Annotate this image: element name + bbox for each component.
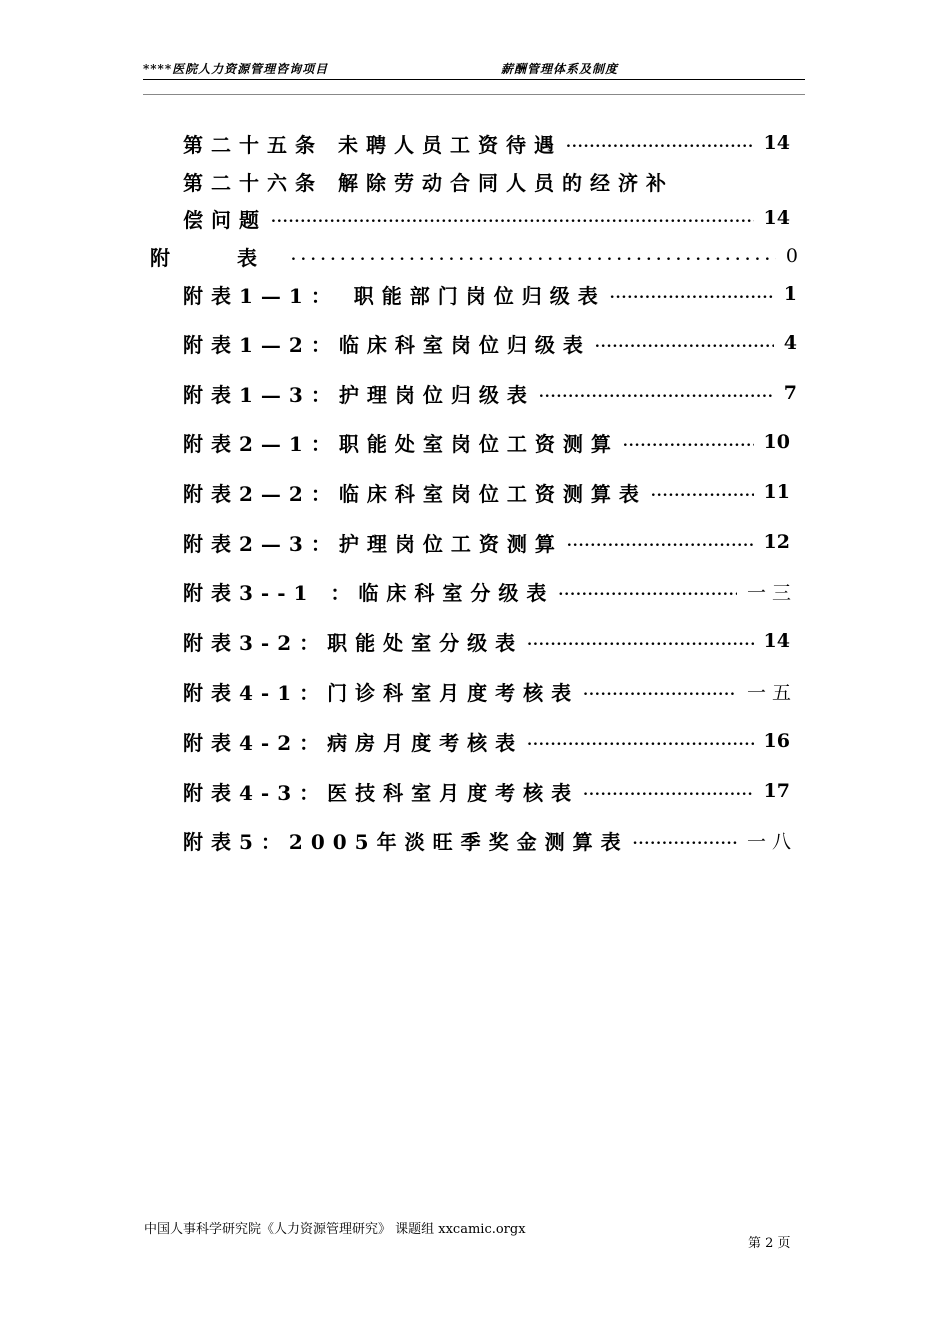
toc-entry[interactable] (183, 477, 790, 507)
toc-entry[interactable] (183, 128, 790, 158)
toc-leader-dots (527, 626, 753, 656)
toc-entry[interactable] (183, 203, 790, 233)
toc-entry-label: 附表4-1：门诊科室月度考核表 (183, 680, 580, 705)
footer-page-number: 第 2 页 (748, 1236, 791, 1251)
toc-entry[interactable] (183, 676, 797, 706)
toc-leader-dots (566, 128, 754, 158)
footer-organization: 中国人事科学研究院《人力资源管理研究》 课题组 xxcamic.orgx (144, 1222, 526, 1237)
toc-leader-dots (567, 527, 754, 557)
toc-leader-dots (271, 203, 754, 233)
toc-entry-label: 附表2—3：护理岗位工资测算 (183, 531, 563, 556)
toc-entry[interactable] (183, 279, 797, 309)
toc-leader-dots (651, 477, 754, 507)
toc-leader-dots (633, 825, 737, 855)
header-project-title: ****医院人力资源管理咨询项目 (143, 62, 329, 76)
toc-entry[interactable] (183, 527, 790, 557)
toc-entry-page: 16 (763, 730, 790, 752)
toc-entry[interactable] (183, 427, 790, 457)
toc-leader-dots (558, 576, 737, 606)
header-document-title: 薪酬管理体系及制度 (501, 62, 619, 76)
toc-entry-page: 14 (763, 207, 790, 229)
toc-entry[interactable] (183, 825, 797, 855)
toc-entry-label: 偿问题 (183, 207, 267, 232)
toc-leader-dots (623, 427, 754, 457)
toc-entry-page: 14 (763, 132, 790, 154)
toc-entry-label: 附表2—2：临床科室岗位工资测算表 (183, 481, 647, 506)
toc-entry-page: 10 (763, 431, 790, 453)
toc-entry[interactable] (183, 378, 797, 408)
toc-entry-label: 附表2—1：职能处室岗位工资测算 (183, 431, 619, 456)
toc-entry-label: 附表3--1 ：临床科室分级表 (183, 580, 555, 605)
header-rule-secondary (143, 94, 805, 95)
toc-leader-dots (583, 776, 753, 806)
toc-leader-dots (583, 676, 737, 706)
toc-entry-page: 1 (783, 283, 797, 305)
toc-entry[interactable] (183, 328, 797, 358)
toc-entry-page: 12 (763, 531, 790, 553)
toc-entry-label: 附表3-2：职能处室分级表 (183, 630, 524, 655)
toc-entry-label: 附表5：2005年淡旺季奖金测算表 (183, 829, 629, 854)
toc-leader-dots (539, 378, 774, 408)
page-header (143, 60, 805, 80)
toc-entry-label: 附 表 (150, 245, 287, 270)
toc-entry-page: 17 (763, 780, 790, 802)
toc-entry[interactable] (183, 626, 790, 656)
toc-entry[interactable] (183, 166, 790, 196)
toc-leader-dots (291, 241, 776, 271)
toc-entry[interactable] (183, 776, 790, 806)
toc-entry-page: 一五 (746, 681, 797, 704)
toc-entry-page: 11 (763, 481, 790, 503)
toc-entry-label: 附表4-2：病房月度考核表 (183, 730, 524, 755)
toc-entry[interactable] (183, 726, 790, 756)
toc-entry-label: 附表4-3：医技科室月度考核表 (183, 780, 580, 805)
toc-entry-label: 附表1—1： 职能部门岗位归级表 (183, 283, 606, 308)
toc-leader-dots (610, 279, 774, 309)
toc-leader-dots (595, 328, 774, 358)
header-rule (143, 79, 805, 80)
toc-entry-label: 附表1—3：护理岗位归级表 (183, 382, 535, 407)
toc-entry-page: 一三 (746, 581, 797, 604)
toc-entry-page: 4 (783, 332, 797, 354)
toc-entry[interactable] (183, 576, 797, 606)
toc-entry-label: 第二十五条 未聘人员工资待遇 (183, 132, 562, 157)
toc-entry-page: 一八 (746, 830, 797, 853)
toc-entry-page: 14 (763, 630, 790, 652)
toc-entry-label: 附表1—2：临床科室岗位归级表 (183, 332, 591, 357)
toc-entry-page: 7 (783, 382, 797, 404)
toc-entry-label: 第二十六条 解除劳动合同人员的经济补 (183, 170, 674, 195)
toc-leader-dots (527, 726, 753, 756)
toc-entry[interactable] (150, 241, 798, 271)
toc-entry-page: 0 (785, 245, 798, 267)
